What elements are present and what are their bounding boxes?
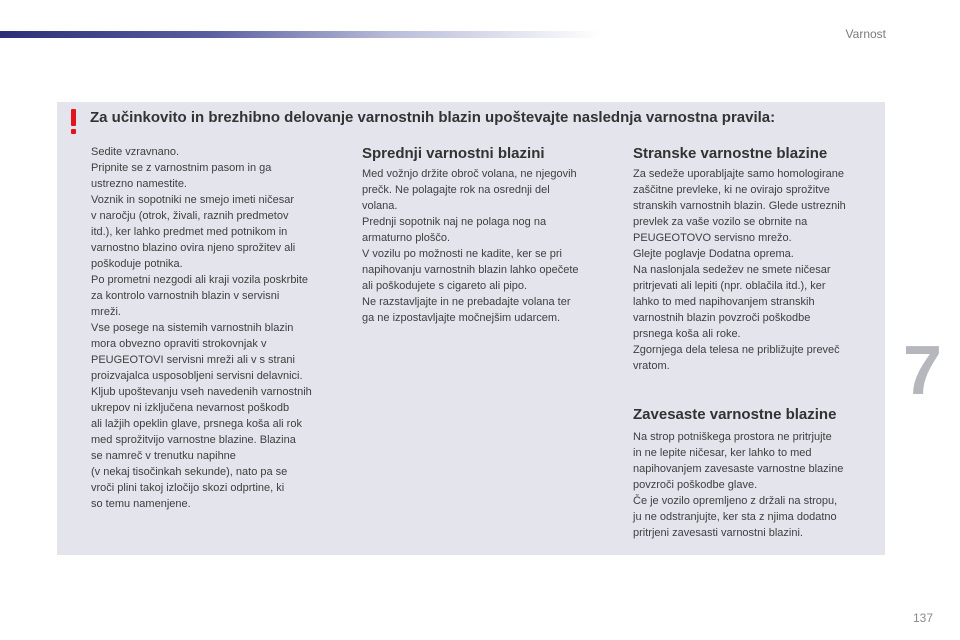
text-line: napihovanju varnostnih blazin lahko opečete (362, 264, 579, 276)
text-line: ju ne odstranjujte, ker sta z njima dodatno (633, 511, 837, 523)
text-line: ali poškodujete s cigareto ali pipo. (362, 280, 528, 292)
text-line: Med vožnjo držite obroč volana, ne njegovih (362, 168, 577, 180)
side-airbags-heading: Stranske varnostne blazine (633, 145, 828, 162)
text-line: pritrjeni zavesasti varnostni blazini. (633, 527, 803, 539)
text-line: za kontrolo varnostnih blazin v servisni (91, 290, 280, 302)
text-line: Glejte poglavje Dodatna oprema. (633, 248, 794, 260)
text-line: V vozilu po možnosti ne kadite, ker se pri (362, 248, 562, 260)
text-line: Zgornjega dela telesa ne približujte preveč (633, 344, 840, 356)
text-line: Prednji sopotnik naj ne polaga nog na (362, 216, 547, 228)
text-line: lahko to med napihovanjem stranskih (633, 296, 815, 308)
text-line: ukrepov ni izključena nevarnost poškodb (91, 402, 290, 414)
text-line: ga ne izpostavljajte močnejšim udarcem. (362, 312, 561, 324)
text-line: (v nekaj tisočinkah sekunde), nato pa se (91, 466, 288, 478)
page-number: 137 (913, 611, 934, 625)
text-line: itd.), ker lahko predmet med potnikom in (91, 226, 288, 238)
front-airbags-text (362, 166, 579, 326)
text-line: pritrjevati ali lepiti (npr. oblačila itd.), ker (633, 280, 826, 292)
text-line: v naročju (otrok, živali, raznih predmetov (91, 210, 289, 222)
text-line: napihovanjem zavesaste varnostne blazine (633, 463, 844, 475)
side-airbags-text (633, 166, 846, 374)
text-line: mora obvezno opraviti strokovnjak v (91, 338, 267, 350)
text-line: in ne lepite ničesar, ker lahko to med (633, 447, 812, 459)
text-line: Na naslonjala sedežev ne smete ničesar (633, 264, 831, 276)
text-line: varnostno blazino ovira njeno sprožitev ali (91, 242, 296, 254)
general-rules-text (91, 144, 312, 512)
curtain-airbags-text (633, 429, 843, 541)
text-line: med sprožitvijo varnostne blazine. Blazina (91, 434, 296, 446)
text-line: Voznik in sopotniki ne smejo imeti ničesar (91, 194, 294, 206)
text-line: prsnega koša ali roke. (633, 328, 741, 340)
text-line: prevlek za vaše vozilo se obrnite na (633, 216, 808, 228)
front-airbags-heading: Sprednji varnostni blazini (362, 145, 545, 162)
text-line: varnostnih blazin povzroči poškodbe (633, 312, 811, 324)
text-line: poškoduje potnika. (91, 258, 183, 270)
text-line: vroči plini takoj izločijo skozi odprtine, ki (91, 482, 285, 494)
text-line: ali lažjih opeklin glave, prsnega koša ali rok (91, 418, 302, 430)
header-decorative-bar (0, 31, 600, 38)
text-line: zaščitne prevleke, ki ne ovirajo sprožitve (633, 184, 830, 196)
text-line: volana. (362, 200, 398, 212)
curtain-airbags-heading: Zavesaste varnostne blazine (633, 406, 837, 423)
text-line: povzroči poškodbe glave. (633, 479, 758, 491)
text-line: stranskih varnostnih blazin. Glede ustreznih (633, 200, 846, 212)
text-line: Po prometni nezgodi ali kraji vozila poskrbite (91, 274, 309, 286)
text-line: PEUGEOTOVO servisno mrežo. (633, 232, 792, 244)
text-line: Pripnite se z varnostnim pasom in ga (91, 162, 272, 174)
exclamation-warning-icon (67, 109, 81, 135)
text-line: Vse posege na sistemih varnostnih blazin (91, 322, 294, 334)
text-line: Na strop potniškega prostora ne pritrjujte (633, 431, 832, 443)
text-line: Kljub upoštevanju vseh navedenih varnostnih (91, 386, 312, 398)
notice-title: Za učinkovito in brezhibno delovanje varnostnih blazin upoštevajte naslednja varnostna pravila: (90, 109, 776, 126)
text-line: mreži. (91, 306, 121, 318)
section-name: Varnost (845, 27, 886, 41)
text-line: prečk. Ne polagajte rok na osrednji del (362, 184, 550, 196)
text-line: vratom. (633, 360, 670, 372)
text-line: Sedite vzravnano. (91, 146, 180, 158)
chapter-number: 7 (903, 331, 942, 409)
text-line: se namreč v trenutku napihne (91, 450, 236, 462)
text-line: armaturno ploščo. (362, 232, 451, 244)
text-line: PEUGEOTOVI servisni mreži ali v s strani (91, 354, 295, 366)
text-line: ustrezno namestite. (91, 178, 187, 190)
text-line: Za sedeže uporabljajte samo homologirane (633, 168, 844, 180)
text-line: so temu namenjene. (91, 498, 191, 510)
text-line: Ne razstavljajte in ne prebadajte volana ter (362, 296, 571, 308)
text-line: proizvajalca usposobljeni servisni delavnici. (91, 370, 303, 382)
text-line: Če je vozilo opremljeno z držali na stropu, (633, 495, 838, 507)
